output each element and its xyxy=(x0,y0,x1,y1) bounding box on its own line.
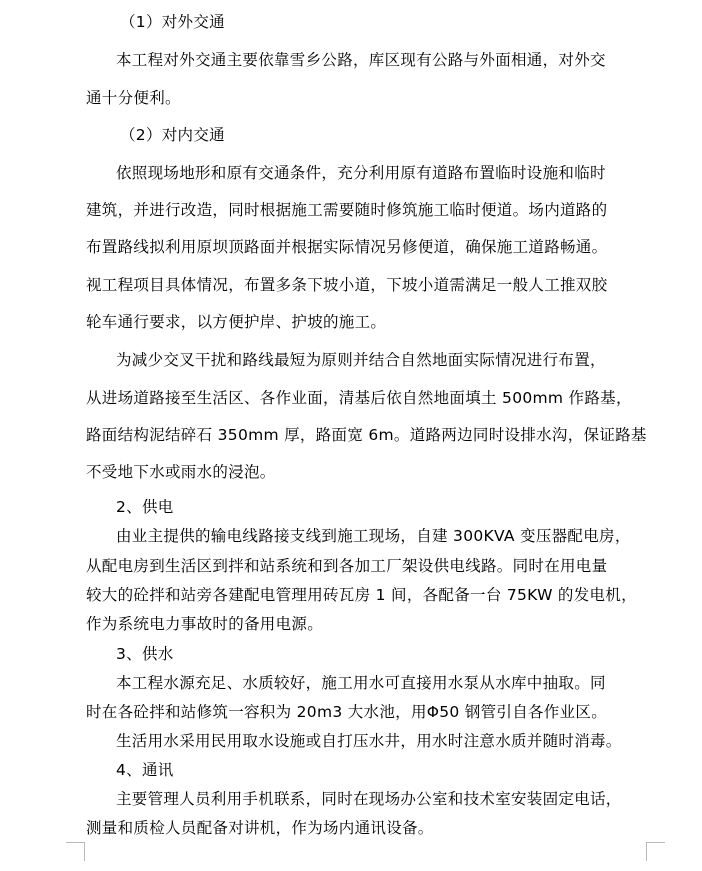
paragraph-line: 布置路线拟利用原坝顶路面并根据实际情况另修便道，确保施工道路畅通。 xyxy=(86,238,608,256)
paragraph-line: 通十分便利。 xyxy=(86,89,181,107)
paragraph-line: 时在各砼拌和站修筑一容积为 20m3 大水池，用Φ50 钢管引自各作业区。 xyxy=(86,703,607,721)
heading-power-supply: 2、供电 xyxy=(116,498,174,516)
paragraph-line: 从进场道路接至生活区、各作业面，清基后依自然地面填土 500mm 作路基， xyxy=(86,389,632,407)
paragraph-line: 依照现场地形和原有交通条件，充分利用原有道路布置临时设施和临时 xyxy=(116,164,606,182)
paragraph-line: 测量和质检人员配备对讲机，作为场内通讯设备。 xyxy=(86,819,434,837)
heading-water-supply: 3、供水 xyxy=(116,645,174,663)
page-corner-mark-left xyxy=(66,842,85,861)
paragraph-line: 视工程项目具体情况，布置多条下坡小道，下坡小道需满足一般人工推双胶 xyxy=(86,276,608,294)
paragraph-line: 作为系统电力事故时的备用电源。 xyxy=(86,615,324,633)
heading-external-traffic: （1）对外交通 xyxy=(120,13,225,31)
paragraph-line: 建筑，并进行改造，同时根据施工需要随时修筑施工临时便道。场内道路的 xyxy=(86,201,608,219)
paragraph-line: 从配电房到生活区到拌和站系统和到各加工厂架设供电线路。同时在用电量 xyxy=(86,557,608,575)
paragraph-line: 生活用水采用民用取水设施或自打压水井，用水时注意水质并随时消毒。 xyxy=(116,732,622,750)
heading-internal-traffic: （2）对内交通 xyxy=(120,126,225,144)
paragraph-line: 主要管理人员利用手机联系，同时在现场办公室和技术室安装固定电话， xyxy=(116,790,622,808)
paragraph-line: 为减少交叉干扰和路线最短为原则并结合自然地面实际情况进行布置， xyxy=(116,351,606,369)
paragraph-line: 较大的砼拌和站旁各建配电管理用砖瓦房 1 间，各配备一台 75KW 的发电机， xyxy=(86,586,637,604)
paragraph-line: 路面结构泥结碎石 350mm 厚，路面宽 6m。道路两边同时设排水沟，保证路基 xyxy=(86,426,647,444)
paragraph-line: 本工程水源充足、水质较好，施工用水可直接用水泵从水库中抽取。同 xyxy=(116,674,606,692)
paragraph-line: 本工程对外交通主要依靠雪乡公路，库区现有公路与外面相通，对外交 xyxy=(116,51,606,69)
page-corner-mark-right xyxy=(646,842,665,861)
paragraph-line: 轮车通行要求，以方便护岸、护坡的施工。 xyxy=(86,313,387,331)
heading-communication: 4、通讯 xyxy=(116,761,174,779)
paragraph-line: 由业主提供的输电线路接支线到施工现场，自建 300KVA 变压器配电房， xyxy=(116,527,631,545)
paragraph-line: 不受地下水或雨水的浸泡。 xyxy=(86,463,276,481)
